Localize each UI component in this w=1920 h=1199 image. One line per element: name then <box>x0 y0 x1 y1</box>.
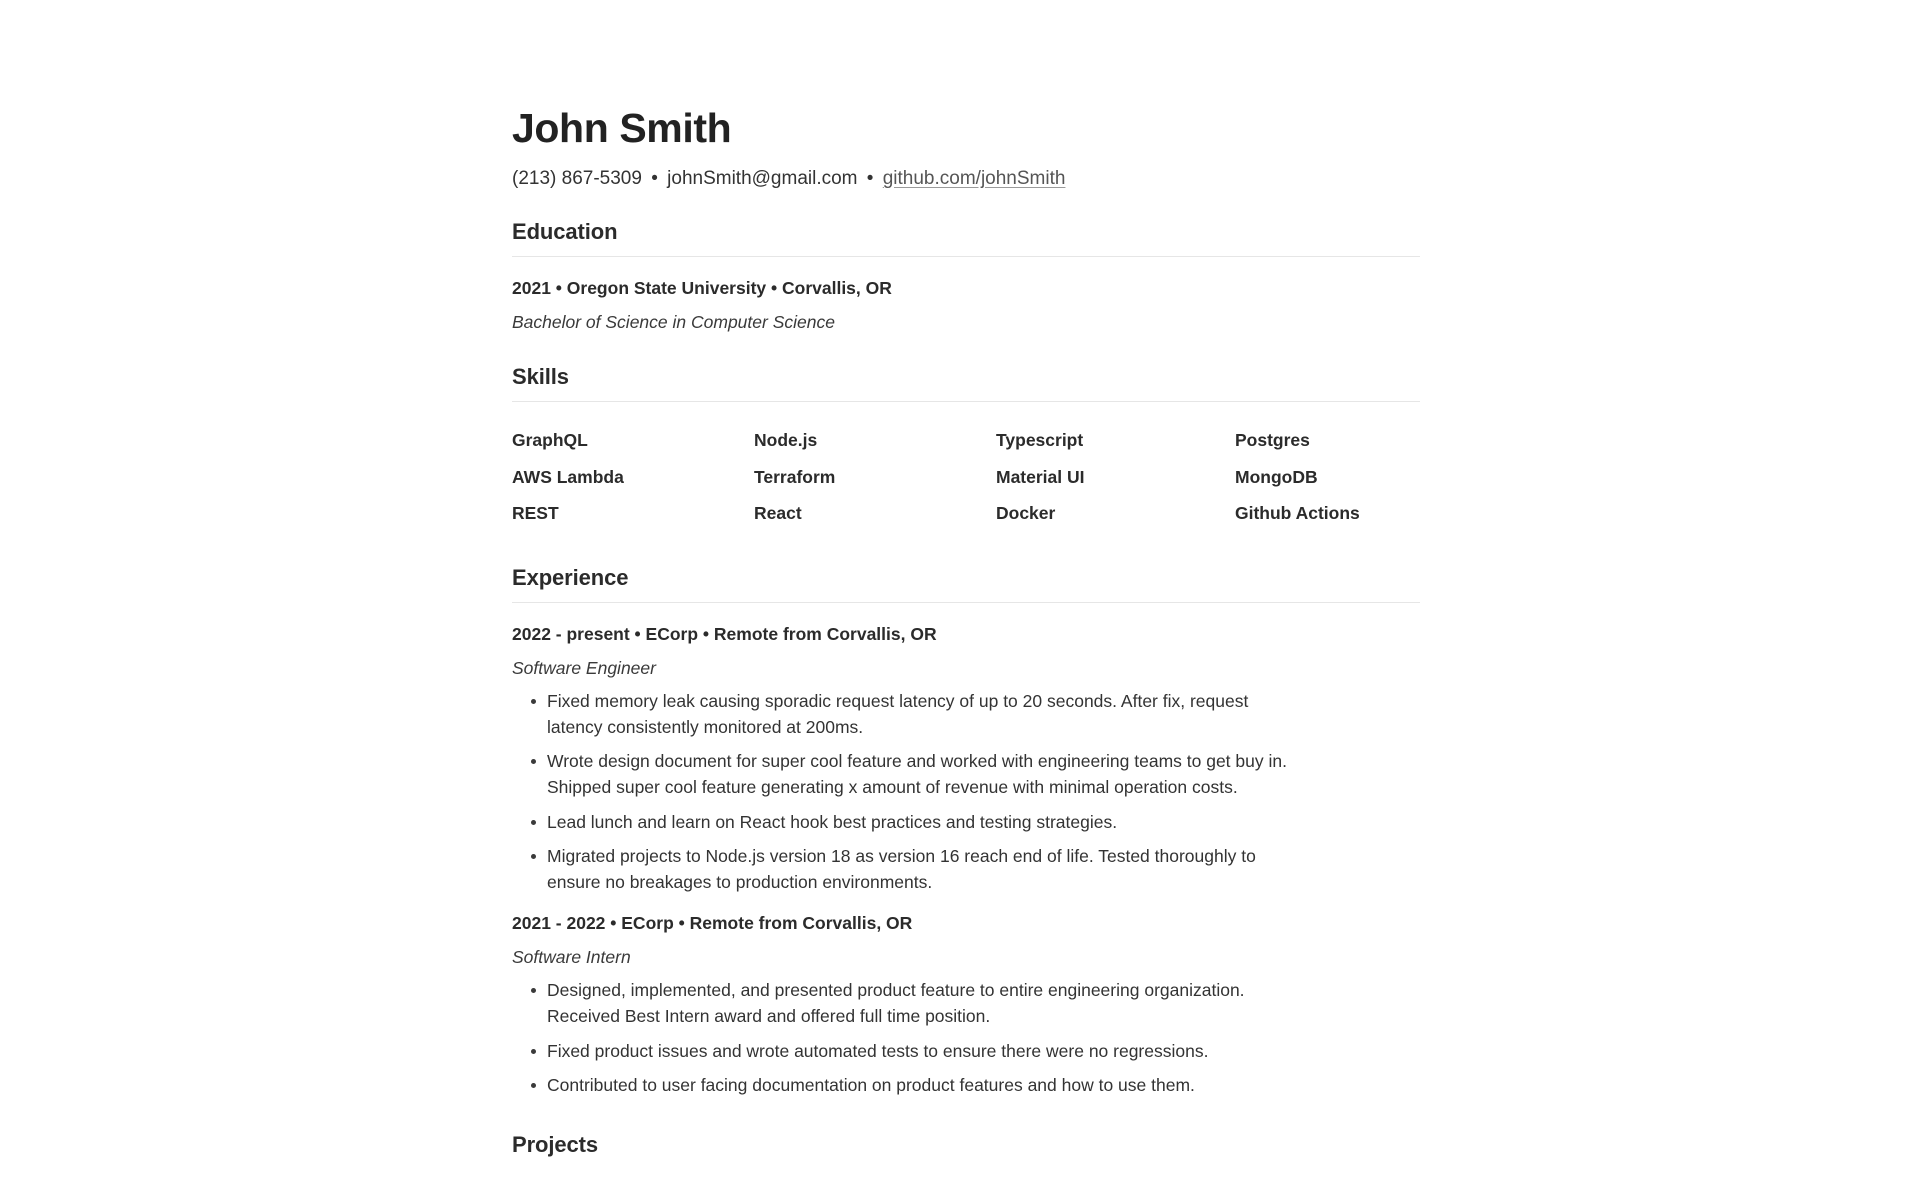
skills-section <box>512 363 1420 526</box>
bullet-item: Designed, implemented, and presented product feature to entire engineering organization. Received Best Intern award and offered full time position. <box>512 978 1287 1029</box>
experience-section <box>512 564 1420 1099</box>
section-heading-projects: Projects <box>512 1131 599 1157</box>
page-title: John Smith <box>512 105 732 151</box>
bullet-item: Fixed product issues and wrote automated tests to ensure there were no regressions. <box>512 1039 1287 1065</box>
skill-item: React <box>754 503 802 524</box>
skill-item: REST <box>512 503 559 524</box>
skill-item: MongoDB <box>1235 466 1318 487</box>
section-divider-education <box>512 256 1420 257</box>
skill-item: Typescript <box>996 430 1084 451</box>
section-divider-experience <box>512 602 1420 603</box>
phone-text: (213) 867-5309 <box>512 168 642 190</box>
education-entry-heading: 2021 • Oregon State University • Corvallis, OR <box>512 278 892 299</box>
section-heading-education: Education <box>512 218 618 244</box>
github-link[interactable]: github.com/johnSmith <box>882 168 1066 190</box>
experience-entry <box>512 623 1420 895</box>
section-heading-skills: Skills <box>512 363 569 389</box>
bullet-item: Contributed to user facing documentation on product features and how to use them. <box>512 1073 1287 1099</box>
bullet-item: Migrated projects to Node.js version 18 as version 16 reach end of life. Tested thoroughly to ensure no breakages to production environments. <box>512 844 1287 895</box>
skill-item: GraphQL <box>512 430 588 451</box>
contact-line <box>512 167 1420 192</box>
skills-grid <box>512 428 1420 526</box>
experience-bullet-list <box>512 689 1420 895</box>
skill-item: AWS Lambda <box>512 466 624 487</box>
experience-bullet-list <box>512 978 1420 1098</box>
education-entry <box>512 277 1420 334</box>
skill-item: Node.js <box>754 430 818 451</box>
skill-item: Material UI <box>996 466 1085 487</box>
projects-section <box>512 1131 1420 1159</box>
section-divider-skills <box>512 401 1420 402</box>
bullet-item: Wrote design document for super cool feature and worked with engineering teams to get buy in. Shipped super cool feature generating x amount of revenue with minimal operation costs. <box>512 749 1287 800</box>
skill-item: Docker <box>996 503 1056 524</box>
experience-entry-role: Software Engineer <box>512 657 656 678</box>
experience-entry <box>512 912 1420 1098</box>
education-section <box>512 218 1420 335</box>
section-heading-experience: Experience <box>512 564 629 590</box>
experience-entry-role: Software Intern <box>512 946 631 967</box>
contact-separator-2: • <box>866 168 874 190</box>
email-text: johnSmith@gmail.com <box>667 168 858 190</box>
contact-separator-1: • <box>651 168 658 190</box>
skill-item: Postgres <box>1235 430 1310 451</box>
skill-item: Terraform <box>754 466 836 487</box>
education-entry-degree: Bachelor of Science in Computer Science <box>512 311 835 332</box>
skill-item: Github Actions <box>1235 503 1360 524</box>
experience-entry-heading: 2021 - 2022 • ECorp • Remote from Corvallis, OR <box>512 913 913 934</box>
resume-document <box>512 0 1420 1158</box>
bullet-item: Fixed memory leak causing sporadic request latency of up to 20 seconds. After fix, request latency consistently monitored at 200ms. <box>512 689 1287 740</box>
experience-entry-heading: 2022 - present • ECorp • Remote from Corvallis, OR <box>512 624 937 645</box>
bullet-item: Lead lunch and learn on React hook best practices and testing strategies. <box>512 810 1287 836</box>
